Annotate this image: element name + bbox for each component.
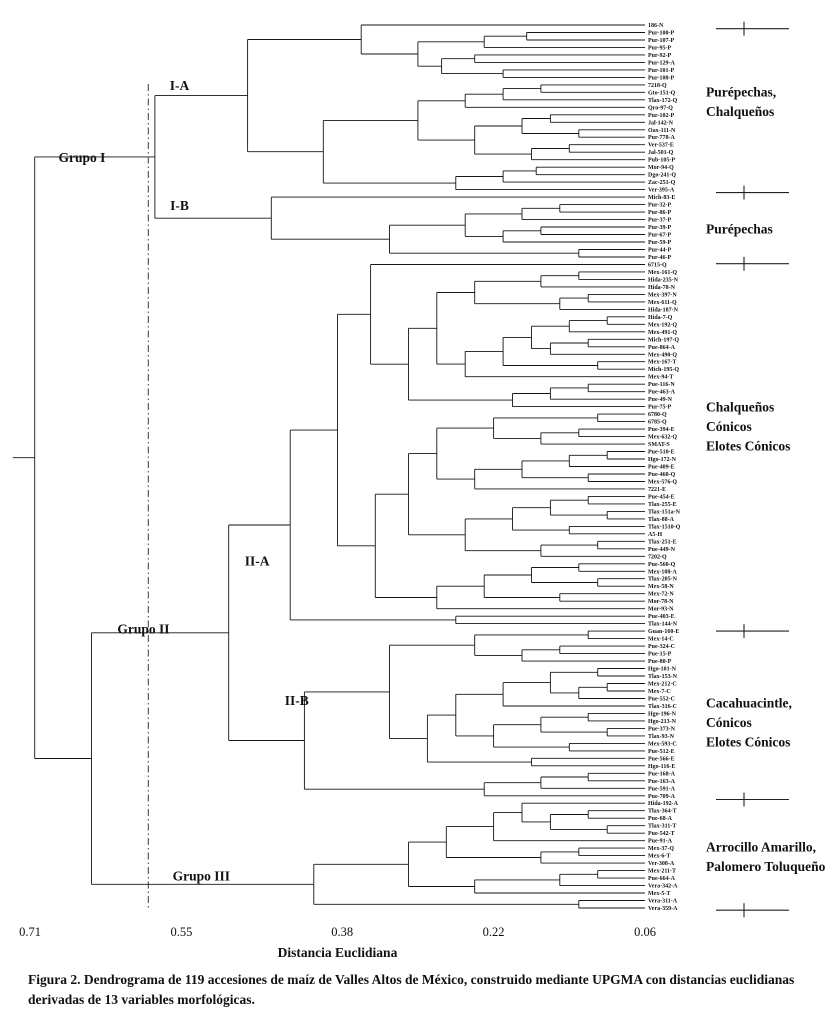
leaf-label: Jal-142-N <box>648 120 673 127</box>
leaf-label: Pur-32-P <box>648 202 672 209</box>
leaf-label: Pue-163-A <box>648 778 675 785</box>
axis-tick-label: 0.22 <box>482 925 505 939</box>
leaf-label: Pur-101-P <box>648 67 675 74</box>
leaf-label: Pur-39-P <box>648 225 672 231</box>
leaf-label: Mex-211-T <box>648 868 676 875</box>
leaf-label: Pue-664-A <box>648 876 675 883</box>
leaf-label: 7221-E <box>648 486 666 493</box>
leaf-label: Pue-409-E <box>648 464 675 471</box>
group-label: Grupo I <box>58 149 106 165</box>
leaf-label: Oax-111-N <box>648 127 676 134</box>
leaf-label: 6780-Q <box>648 412 667 419</box>
leaf-label: Hgo-172-N <box>648 457 676 463</box>
leaf-label: Jal-501-Q <box>648 150 674 157</box>
leaf-label: Pue-460-Q <box>648 472 676 478</box>
leaf-label: Guan-160-E <box>648 629 680 636</box>
leaf-label: Mex-490-Q <box>648 352 677 359</box>
leaf-label: Mex-37-Q <box>648 846 674 853</box>
leaf-label: Pue-80-P <box>648 659 672 666</box>
race-annotation: Purépechas, <box>706 84 777 100</box>
leaf-label: Pue-591-A <box>648 786 675 793</box>
leaf-label: Pue-68-A <box>648 816 672 823</box>
leaf-label: Mex-108-A <box>648 569 677 576</box>
leaf-label: Pue-552-C <box>648 696 675 703</box>
leaf-label: Dgo-241-Q <box>648 172 676 179</box>
leaf-label: Pue-454-E <box>648 494 675 501</box>
leaf-label: Vera-342-A <box>648 883 678 890</box>
axis-tick-label: 0.55 <box>170 925 193 939</box>
leaf-label: Pue-560-Q <box>648 561 676 568</box>
leaf-label: Mich-83-E <box>648 195 676 202</box>
leaf-label: Pur-778-A <box>648 135 675 142</box>
leaf-label: Pue-116-N <box>648 382 675 389</box>
leaf-label: Mor-78-N <box>648 599 674 606</box>
leaf-label: Ver-308-A <box>648 861 675 868</box>
leaf-label: Vera-359-A <box>648 906 678 912</box>
leaf-label: Tlax-1510-Q <box>648 524 681 531</box>
leaf-label: Mex-632-Q <box>648 434 677 441</box>
leaf-label: Hida-192-A <box>648 801 678 808</box>
leaf-label: Pur-95-P <box>648 45 672 52</box>
leaf-label: Mex-611-Q <box>648 299 677 306</box>
race-annotation: Cónicos <box>706 715 752 731</box>
figure-caption: Figura 2. Dendrograma de 119 accesiones de maíz de Valles Altos de México, construido mediante UPGMA con distancias euclidianas derivadas de 13 variables morfológicas. <box>28 972 795 1008</box>
leaf-label: Hida-78-N <box>648 284 675 291</box>
leaf-label: 186-N <box>648 23 664 29</box>
race-annotation: Elotes Cónicos <box>706 438 791 454</box>
leaf-label: Pub-105-P <box>648 157 675 164</box>
leaf-label: Pue-373-N <box>648 726 675 733</box>
leaf-label: Mex-491-Q <box>648 329 677 336</box>
leaf-label: Pur-46-P <box>648 255 672 261</box>
leaf-label: Hida-235-N <box>648 277 678 284</box>
leaf-label: Mex-94-T <box>648 374 674 381</box>
leaf-label: Pur-100-P <box>648 30 675 37</box>
axis-title: Distancia Euclidiana <box>277 945 398 958</box>
leaf-label: Mex-5-T <box>648 891 671 897</box>
group-label: Grupo III <box>172 868 231 884</box>
leaf-label: A5-H <box>648 531 662 538</box>
leaf-label: Qro-97-Q <box>648 105 673 112</box>
leaf-label: Pur-59-P <box>648 240 672 246</box>
leaf-label: Mex-58-N <box>648 584 674 591</box>
race-annotation: Elotes Cónicos <box>706 734 791 750</box>
axis-tick-label: 0.06 <box>634 925 656 939</box>
leaf-label: Zac-251-Q <box>648 180 676 187</box>
leaf-label: Tlax-251-E <box>648 539 677 546</box>
leaf-label: 7202-Q <box>648 554 667 561</box>
group-label: I-A <box>169 78 190 94</box>
leaf-label: Hgo-213-N <box>648 718 676 725</box>
leaf-label: Mex-167-T <box>648 359 677 366</box>
leaf-label: Hgo-196-N <box>648 711 676 718</box>
leaf-label: Pur-86-P <box>648 210 672 217</box>
race-annotation: Palomero Toluqueño <box>706 858 826 874</box>
leaf-label: Pue-49-N <box>648 397 672 404</box>
leaf-label: 7218-Q <box>648 82 667 89</box>
group-label: II-A <box>244 553 270 569</box>
leaf-label: Pue-463-A <box>648 389 675 396</box>
leaf-label: Ver-395-A <box>648 187 675 194</box>
leaf-label: Pur-102-P <box>648 112 675 119</box>
leaf-label: Pur-108-P <box>648 75 675 82</box>
leaf-label: Mich-195-Q <box>648 367 679 374</box>
group-label: Grupo II <box>117 621 170 637</box>
leaf-label: SMAT-S <box>648 442 670 449</box>
group-label: II-B <box>284 693 309 709</box>
leaf-label: Tlax-364-T <box>648 808 677 815</box>
leaf-label: Mex-72-N <box>648 591 674 598</box>
leaf-label: Tlax-205-N <box>648 576 677 583</box>
leaf-label: Mex-6-T <box>648 853 671 860</box>
leaf-label: Tlax-172-Q <box>648 97 678 104</box>
leaf-label: 6715-Q <box>648 262 667 269</box>
leaf-label: Pue-864-A <box>648 344 675 351</box>
leaf-label: Mor-94-Q <box>648 165 674 172</box>
axis-tick-label: 0.71 <box>19 925 41 939</box>
leaf-label: Mex-14-C <box>648 636 674 643</box>
leaf-label: Pue-15-P <box>648 651 672 658</box>
race-annotation: Arrocillo Amarillo, <box>706 839 816 855</box>
leaf-label: Pue-542-T <box>648 831 675 838</box>
leaf-label: Pue-168-A <box>648 771 675 778</box>
leaf-label: Pue-91-A <box>648 838 672 845</box>
leaf-label: Mex-7-C <box>648 689 671 695</box>
leaf-label: Pur-75-P <box>648 404 672 411</box>
leaf-label: Mor-93-N <box>648 606 674 613</box>
leaf-label: Pue-566-E <box>648 756 675 763</box>
leaf-label: Tlax-88-A <box>648 516 674 523</box>
leaf-label: Pur-92-P <box>648 52 672 59</box>
leaf-label: Pue-709-A <box>648 793 675 800</box>
leaf-label: Tlax-311-T <box>648 823 677 830</box>
leaf-label: Mich-197-Q <box>648 337 679 344</box>
leaf-label: Tlax-316-C <box>648 704 677 710</box>
race-annotation: Cacahuacintle, <box>706 695 792 711</box>
leaf-label: Mex-212-C <box>648 681 677 688</box>
leaf-label: Mex-576-Q <box>648 479 677 486</box>
leaf-label: Hgo-116-E <box>648 763 676 770</box>
leaf-label: Pur-37-P <box>648 217 672 224</box>
leaf-label: 6785-Q <box>648 419 667 426</box>
race-annotation: Chalqueños <box>706 399 775 415</box>
leaf-label: Hida-7-Q <box>648 314 673 321</box>
leaf-label: Tlax-255-E <box>648 501 677 508</box>
leaf-label: Vera-311-A <box>648 898 678 905</box>
leaf-label: Pue-510-E <box>648 449 675 456</box>
leaf-label: Pue-394-E <box>648 427 675 434</box>
leaf-label: Ver-537-E <box>648 142 674 149</box>
leaf-label: Pue-449-N <box>648 546 675 553</box>
leaf-label: Mex-192-Q <box>648 322 677 329</box>
leaf-label: Pur-44-P <box>648 247 672 254</box>
leaf-label: Hida-187-N <box>648 307 678 314</box>
axis-tick-label: 0.38 <box>331 925 354 939</box>
group-label: I-B <box>170 197 189 213</box>
leaf-label: Pur-67-P <box>648 232 672 239</box>
leaf-label: Pue-512-E <box>648 748 675 755</box>
race-annotation: Cónicos <box>706 418 752 434</box>
leaf-label: Pue-324-C <box>648 644 675 651</box>
dendrogram-branches <box>13 25 645 908</box>
leaf-label: Tlax-144-N <box>648 621 677 628</box>
leaf-label: Pur-129-A <box>648 60 675 67</box>
leaf-label: Tlax-153-N <box>648 674 677 680</box>
leaf-label: Hgo-101-N <box>648 666 676 673</box>
leaf-label: Tlax-93-N <box>648 733 674 740</box>
leaf-label: Mex-593-C <box>648 741 677 748</box>
leaf-label: Mex-161-Q <box>648 269 677 276</box>
leaf-label: Pue-403-E <box>648 614 675 621</box>
race-annotation: Purépechas <box>706 221 773 237</box>
leaf-label: Mex-397-N <box>648 292 677 299</box>
race-annotation: Chalqueños <box>706 103 775 119</box>
leaf-label: Pur-107-P <box>648 38 675 44</box>
leaf-label: Gto-151-Q <box>648 90 676 97</box>
leaf-label: Tlax-151a-N <box>648 509 680 516</box>
